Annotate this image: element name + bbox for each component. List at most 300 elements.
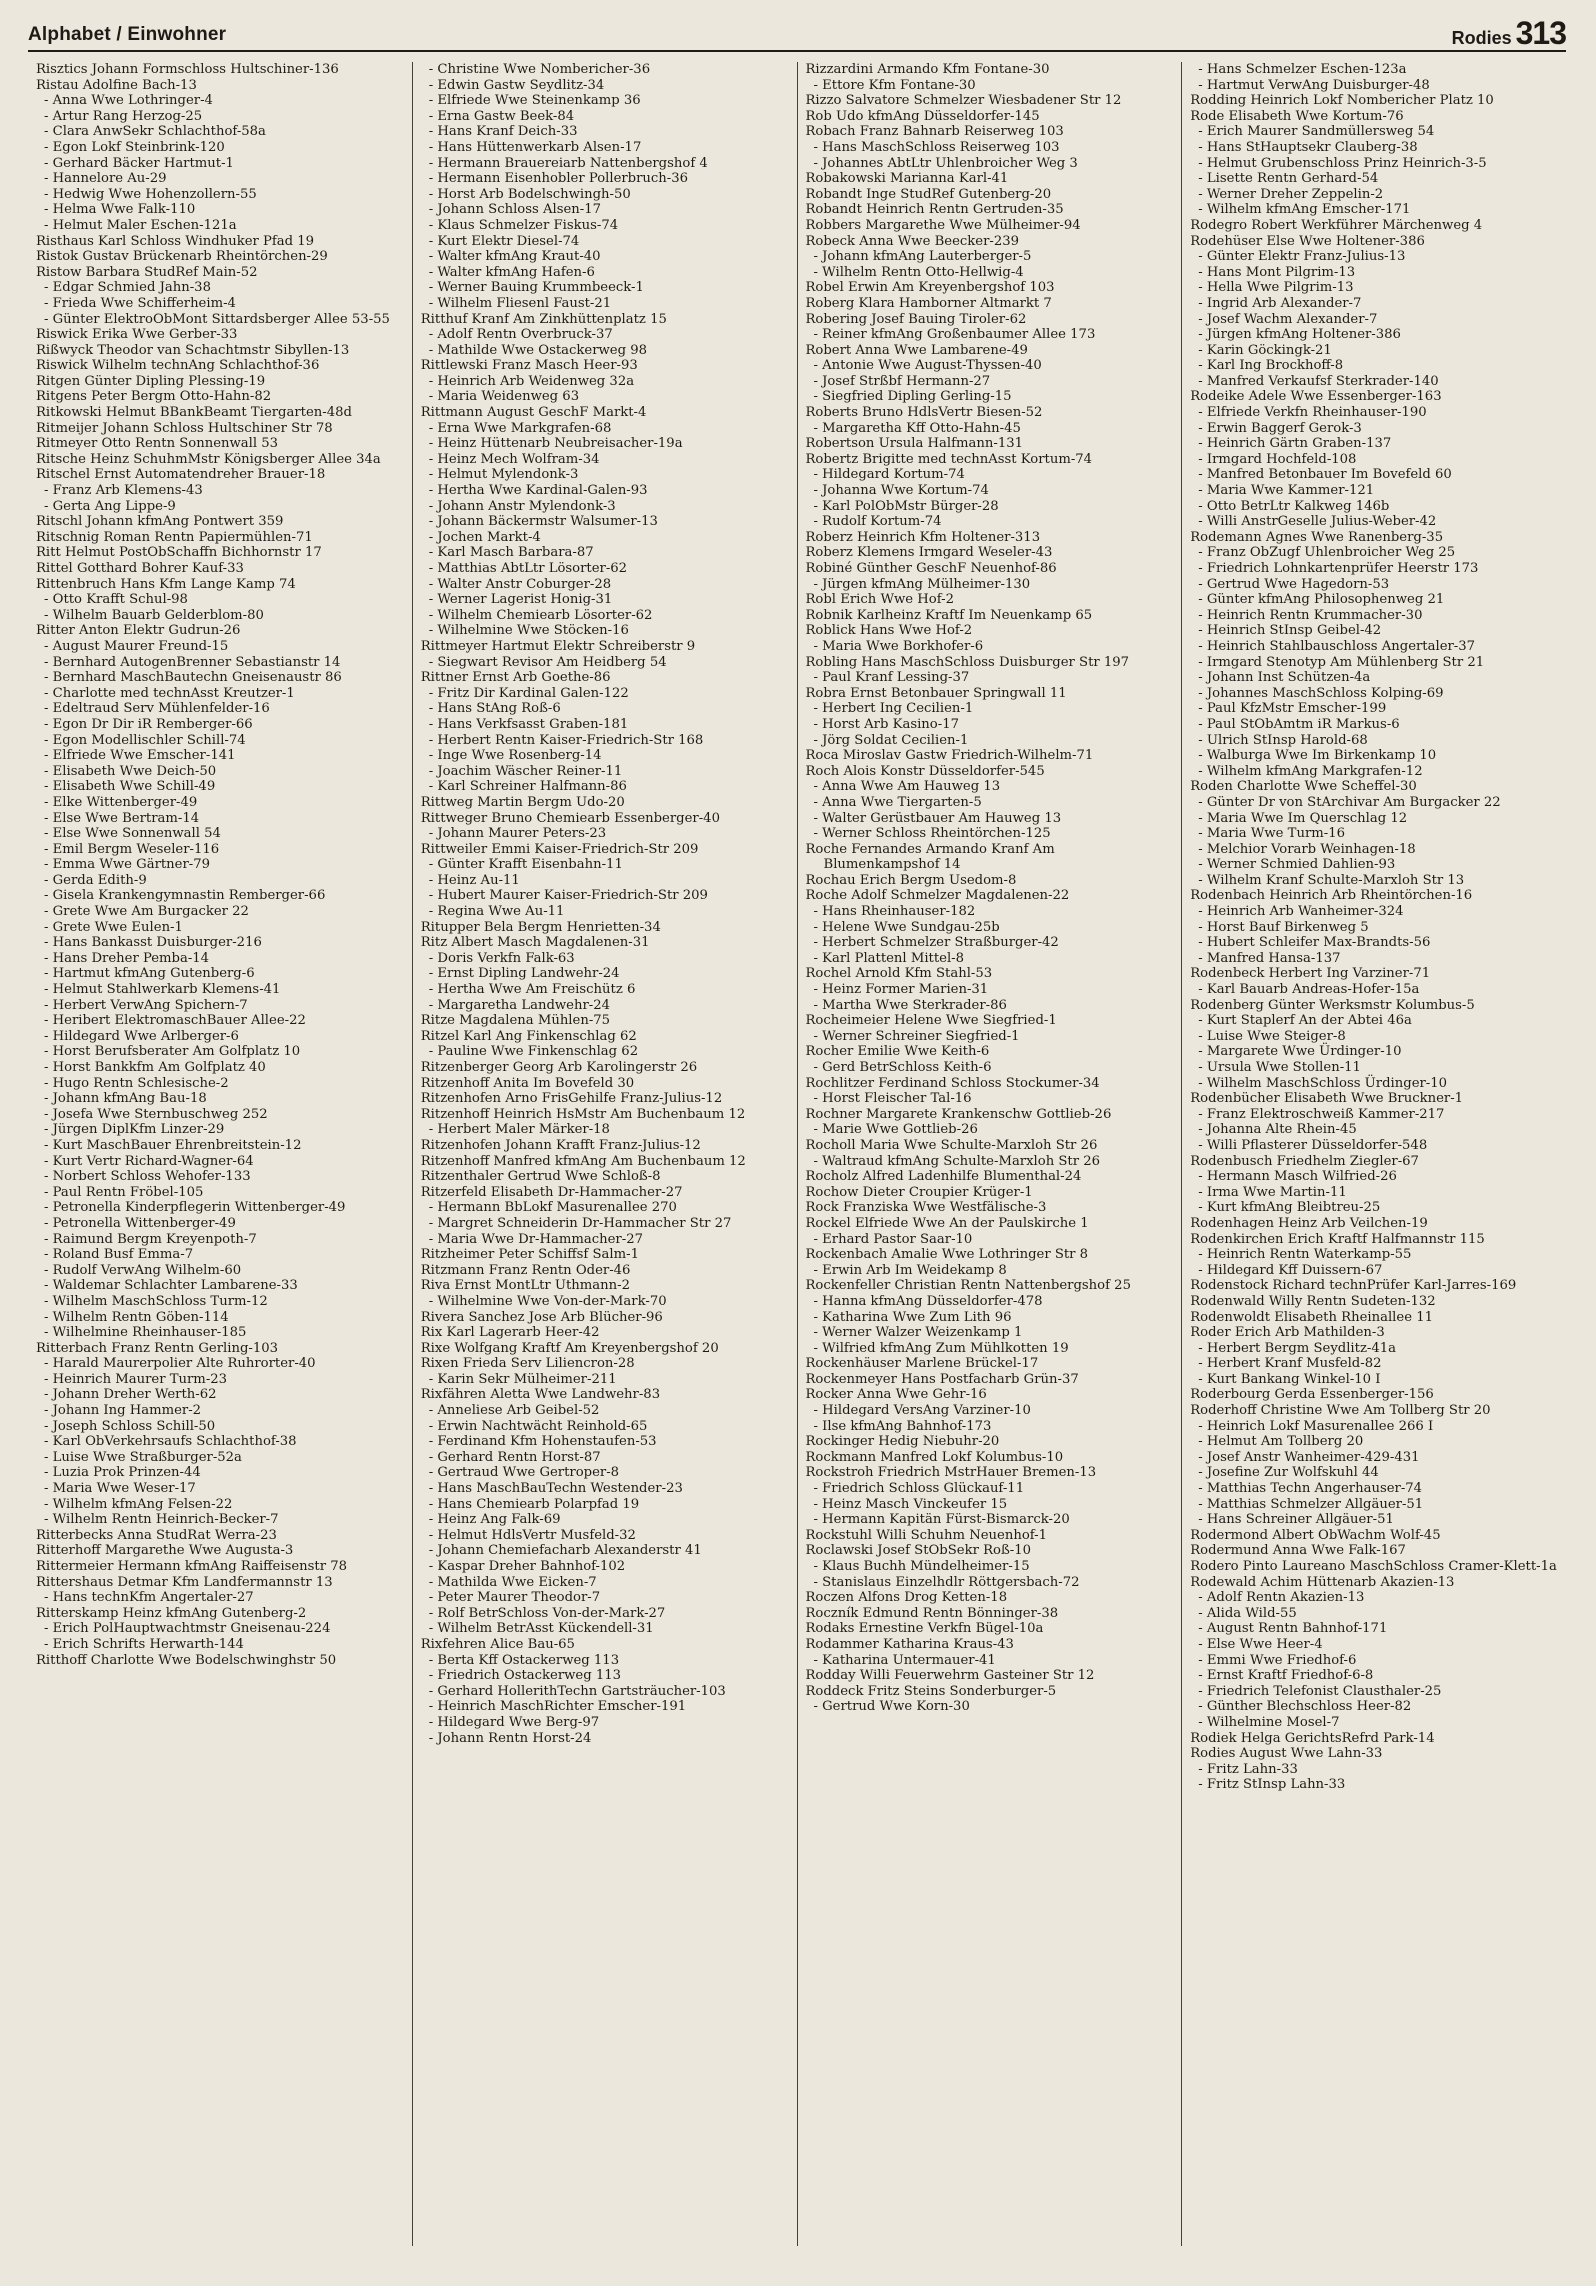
directory-entry: - Herbert VerwAng Spichern-7 <box>44 997 248 1013</box>
directory-entry: - Clara AnwSekr Schlachthof-58a <box>44 124 266 140</box>
directory-entry: - Hugo Rentn Schlesische-2 <box>44 1075 229 1091</box>
directory-entry: - Gerd BetrSchloss Keith-6 <box>813 1060 992 1075</box>
directory-entry: - Josef Wachm Alexander-7 <box>1198 311 1378 327</box>
directory-entry: - Hans Hüttenwerkarb Alsen-17 <box>428 139 642 155</box>
directory-entry: Ritzel Karl Ang Finkenschlag 62 <box>420 1028 637 1044</box>
directory-entry: - Hella Wwe Pilgrim-13 <box>1198 280 1354 296</box>
directory-entry: Ritzenberger Georg Arb Karolingerstr 26 <box>420 1060 698 1075</box>
directory-columns <box>28 62 1566 2246</box>
directory-entry: - Walter kfmAng Kraut-40 <box>428 249 601 265</box>
directory-entry: Rixfehren Alice Bau-65 <box>420 1636 575 1652</box>
directory-entry: - Erich PolHauptwachtmstr Gneisenau-224 <box>44 1621 331 1637</box>
directory-entry: - Gerhard Bäcker Hartmut-1 <box>44 155 234 171</box>
directory-entry: Rixen Frieda Serv Liliencron-28 <box>420 1356 635 1372</box>
directory-entry: - Else Wwe Sonnenwall 54 <box>44 826 221 842</box>
directory-entry: Robandt Inge StudRef Gutenberg-20 <box>805 186 1052 202</box>
directory-entry: Rittershaus Detmar Kfm Landfermannstr 13 <box>36 1574 333 1590</box>
directory-entry: - Berta Kff Ostackerweg 113 <box>428 1652 620 1668</box>
directory-entry: - Wilhelm kfmAng Felsen-22 <box>44 1496 233 1512</box>
directory-entry: Robertson Ursula Halfmann-131 <box>805 436 1024 452</box>
directory-entry: - Erwin Nachtwächt Reinhold-65 <box>428 1418 648 1434</box>
directory-entry: Ritzenhoff Anita Im Bovefeld 30 <box>420 1075 635 1091</box>
directory-entry: - Hans Schmelzer Eschen-123a <box>1198 62 1407 77</box>
directory-entry: Risztics Johann Formschloss Hultschiner-136 <box>36 62 339 77</box>
directory-entry: - Anna Wwe Tiergarten-5 <box>813 794 982 810</box>
directory-entry: - Hans Schreiner Allgäuer-51 <box>1198 1512 1394 1528</box>
directory-entry: - Matthias Techn Angerhauser-74 <box>1198 1481 1423 1497</box>
directory-entry: - Petronella Kinderpflegerin Wittenberger-49 <box>44 1200 346 1216</box>
directory-entry: - Josefa Wwe Sternbuschweg 252 <box>44 1106 268 1122</box>
directory-entry: - Herbert Maler Märker-18 <box>428 1122 610 1138</box>
directory-entry: - Hans Dreher Pemba-14 <box>44 950 210 966</box>
directory-entry: Riswick Wilhelm technAng Schlachthof-36 <box>36 358 320 374</box>
directory-entry: - Reiner kfmAng Großenbaumer Allee 173 <box>813 327 1096 343</box>
directory-entry: - Manfred Betonbauer Im Bovefeld 60 <box>1198 467 1452 483</box>
directory-entry: - Kurt MaschBauer Ehrenbreitstein-12 <box>44 1137 302 1153</box>
directory-entry: - Johann Ing Hammer-2 <box>44 1403 202 1419</box>
directory-entry: - Hermann Kapitän Fürst-Bismarck-20 <box>813 1512 1070 1528</box>
directory-entry: - Margaretha Landwehr-24 <box>428 997 611 1013</box>
directory-entry: - Heinrich MaschRichter Emscher-191 <box>428 1699 687 1715</box>
directory-entry: - Erna Wwe Markgrafen-68 <box>428 420 612 436</box>
directory-entry: - Hildegard Wwe Berg-97 <box>428 1714 600 1730</box>
directory-entry: - Hartmut VerwAng Duisburger-48 <box>1198 77 1430 93</box>
directory-entry: - Erwin Arb Im Weidekamp 8 <box>813 1262 1007 1278</box>
directory-entry: Ritmeyer Otto Rentn Sonnenwall 53 <box>36 436 279 452</box>
directory-entry: - Willi Pflasterer Düsseldorfer-548 <box>1198 1137 1428 1153</box>
directory-entry: - Karin Sekr Mülheimer-211 <box>428 1371 617 1387</box>
directory-entry: - Friedrich Schloss Glückauf-11 <box>813 1481 1025 1497</box>
directory-entry: - Antonie Wwe August-Thyssen-40 <box>813 358 1042 374</box>
directory-entry: - August Rentn Bahnhof-171 <box>1198 1621 1388 1637</box>
directory-entry: - Paul StObAmtm iR Markus-6 <box>1198 716 1400 732</box>
directory-entry: - Hildegard Kff Duissern-67 <box>1198 1262 1383 1278</box>
directory-entry: - Bernhard AutogenBrenner Sebastianstr 14 <box>44 654 341 670</box>
directory-entry: - Hans Kranf Deich-33 <box>428 124 578 140</box>
directory-entry: - Bernhard MaschBautechn Gneisenaustr 86 <box>44 670 342 686</box>
directory-entry: - Günter Elektr Franz-Julius-13 <box>1198 249 1406 265</box>
directory-entry: Rivera Sanchez Jose Arb Blücher-96 <box>420 1309 663 1325</box>
directory-entry: - Heinrich Rentn Krummacher-30 <box>1198 607 1423 623</box>
directory-entry: - Horst Fleischer Tal-16 <box>813 1091 972 1107</box>
directory-entry: - Hans Chemiearb Polarpfad 19 <box>428 1496 640 1512</box>
directory-entry: Rißwyck Theodor van Schachtmstr Sibyllen-13 <box>36 342 350 358</box>
directory-entry: Robach Franz Bahnarb Reiserweg 103 <box>805 124 1064 140</box>
directory-entry: - Jörg Soldat Cecilien-1 <box>813 732 969 748</box>
directory-entry: - Rudolf Kortum-74 <box>813 514 942 530</box>
directory-entry: - Kurt Bankang Winkel-10 I <box>1198 1371 1381 1387</box>
directory-entry: - Erich Schrifts Herwarth-144 <box>44 1636 244 1652</box>
directory-entry: Rittner Ernst Arb Goethe-86 <box>420 670 611 686</box>
directory-entry: - Karl Bauarb Andreas-Hofer-15a <box>1198 982 1420 998</box>
directory-entry: - Irmgard Hochfeld-108 <box>1198 451 1357 467</box>
directory-entry: - Friedrich Ostackerweg 113 <box>428 1668 622 1684</box>
directory-entry: Rodenwoldt Elisabeth Rheinallee 11 <box>1190 1309 1433 1325</box>
directory-entry: - Maria Wwe Turm-16 <box>1198 826 1346 842</box>
directory-entry: Rocker Anna Wwe Gehr-16 <box>805 1387 987 1403</box>
directory-entry: - Joachim Wäscher Reiner-11 <box>428 763 623 779</box>
directory-entry: - Erwin Baggerf Gerok-3 <box>1198 420 1362 436</box>
directory-entry: - Fritz StInsp Lahn-33 <box>1198 1777 1346 1793</box>
directory-entry: Rochel Arnold Kfm Stahl-53 <box>805 966 993 982</box>
directory-entry: - Maria Wwe Weser-17 <box>44 1481 196 1497</box>
directory-entry: Roderbourg Gerda Essenberger-156 <box>1190 1387 1434 1403</box>
directory-entry: - Werner Walzer Weizenkamp 1 <box>813 1325 1023 1341</box>
directory-entry: - Walburga Wwe Im Birkenkamp 10 <box>1198 748 1437 764</box>
directory-entry: - Kurt kfmAng Bleibtreu-25 <box>1198 1200 1381 1216</box>
directory-entry: Roczník Edmund Rentn Bönninger-38 <box>805 1605 1059 1621</box>
directory-entry: Rittweger Bruno Chemiearb Essenberger-40 <box>420 810 720 826</box>
directory-entry: - Elfriede Wwe Steinenkamp 36 <box>428 93 641 109</box>
directory-entry: - Egon Lokf Steinbrink-120 <box>44 139 225 155</box>
directory-entry: - Johann Maurer Peters-23 <box>428 826 607 842</box>
directory-entry: - Werner Dreher Zeppelin-2 <box>1198 186 1384 202</box>
directory-entry: - Johann kfmAng Bau-18 <box>44 1091 207 1107</box>
directory-entry: - Manfred Verkaufsf Sterkrader-140 <box>1198 373 1439 389</box>
directory-entry: Ritschnig Roman Rentn Papiermühlen-71 <box>36 529 313 545</box>
directory-entry: - Herbert Kranf Musfeld-82 <box>1198 1356 1382 1372</box>
directory-entry: Rix Karl Lagerarb Heer-42 <box>420 1325 600 1341</box>
directory-entry: - Josef Anstr Wanheimer-429-431 <box>1198 1449 1420 1465</box>
directory-entry: Rock Franziska Wwe Westfälische-3 <box>805 1200 1047 1216</box>
directory-entry: - Heinrich Stahlbauschloss Angertaler-37 <box>1198 638 1476 654</box>
directory-entry: Roderhoff Christine Wwe Am Tollberg Str 20 <box>1190 1403 1491 1419</box>
directory-entry: - Paul Rentn Fröbel-105 <box>44 1184 204 1200</box>
directory-entry: - Lisette Rentn Gerhard-54 <box>1198 171 1379 187</box>
directory-entry: - Günter Dr von StArchivar Am Burgacker 22 <box>1198 794 1501 810</box>
directory-entry: - Gertrud Wwe Hagedorn-53 <box>1198 576 1390 592</box>
directory-entry: - Doris Verkfn Falk-63 <box>428 950 575 966</box>
directory-column-4 <box>1181 62 1566 2246</box>
directory-entry: Rockenmeyer Hans Postfacharb Grün-37 <box>805 1371 1079 1387</box>
directory-entry: Robel Erwin Am Kreyenbergshof 103 <box>805 280 1055 296</box>
directory-entry: - Frieda Wwe Schifferheim-4 <box>44 295 236 311</box>
directory-entry: Robbers Margarethe Wwe Mülheimer-94 <box>805 217 1081 233</box>
directory-entry: - Charlotte med technAsst Kreutzer-1 <box>44 685 295 701</box>
directory-entry: - Irmgard Stenotyp Am Mühlenberg Str 21 <box>1198 654 1485 670</box>
directory-entry: - Johann Rentn Horst-24 <box>428 1730 592 1746</box>
directory-entry: Ritthuf Kranf Am Zinkhüttenplatz 15 <box>420 311 667 327</box>
directory-entry: - Herbert Rentn Kaiser-Friedrich-Str 168 <box>428 732 704 748</box>
directory-entry: - Helmut HdlsVertr Musfeld-32 <box>428 1527 636 1543</box>
directory-entry: - Hildegard Kortum-74 <box>813 467 965 483</box>
directory-entry: Rittlewski Franz Masch Heer-93 <box>420 358 638 374</box>
directory-entry: - Helmut Maler Eschen-121a <box>44 217 237 233</box>
directory-entry: - Alida Wild-55 <box>1198 1605 1297 1621</box>
directory-entry: - Wilhelmine Mosel-7 <box>1198 1714 1340 1730</box>
directory-entry: Ritt Helmut PostObSchaffn Bichhornstr 17 <box>36 545 322 561</box>
directory-entry: - Hans MaschSchloss Reiserweg 103 <box>813 139 1060 155</box>
directory-entry: Rittermeier Hermann kfmAng Raiffeisenstr 78 <box>36 1559 347 1574</box>
directory-entry: Ristok Gustav Brückenarb Rheintörchen-29 <box>36 249 328 265</box>
directory-entry: - Gisela Krankengymnastin Remberger-66 <box>44 888 326 904</box>
directory-entry: - Luise Wwe Straßburger-52a <box>44 1449 242 1465</box>
directory-entry: Rockenfeller Christian Rentn Nattenbergshof 25 <box>805 1278 1131 1294</box>
directory-entry: Roberz Klemens Irmgard Weseler-43 <box>805 545 1053 561</box>
page-number: 313 <box>1515 15 1566 51</box>
directory-entry: - Kaspar Dreher Bahnhof-102 <box>428 1559 626 1574</box>
directory-entry: - Fritz Dir Kardinal Galen-122 <box>428 685 629 701</box>
directory-entry: - Heinrich Arb Weidenweg 32a <box>428 373 635 389</box>
directory-entry: - Heinz Hüttenarb Neubreisacher-19a <box>428 436 683 452</box>
directory-entry: Ritschl Johann kfmAng Pontwert 359 <box>36 514 284 530</box>
directory-entry: Rockel Elfriede Wwe An der Paulskirche 1 <box>805 1215 1089 1231</box>
directory-entry: - Manfred Hansa-137 <box>1198 950 1341 966</box>
directory-entry: - Wilhelm kfmAng Emscher-171 <box>1198 202 1411 218</box>
directory-entry: - Hildegard VersAng Varziner-10 <box>813 1403 1031 1419</box>
directory-entry: - Werner Lagerist Honig-31 <box>428 592 613 608</box>
directory-entry: - Melchior Vorarb Weinhagen-18 <box>1198 841 1416 857</box>
directory-entry: - Roland Busf Emma-7 <box>44 1247 194 1263</box>
section-title: Alphabet / Einwohner <box>28 24 227 45</box>
directory-entry: - Helene Wwe Sundgau-25b <box>813 919 1000 935</box>
directory-entry: Rodero Pinto Laureano MaschSchloss Cramer-Klett-1a <box>1190 1559 1557 1574</box>
directory-entry: - Wilhelm Rentn Otto-Hellwig-4 <box>813 264 1024 280</box>
directory-entry: - Heinrich Maurer Turm-23 <box>44 1371 228 1387</box>
directory-entry: Roden Charlotte Wwe Scheffel-30 <box>1190 779 1417 795</box>
directory-entry: - Katharina Wwe Zum Lith 96 <box>813 1309 1012 1325</box>
directory-entry: Ritschel Ernst Automatendreher Brauer-18 <box>36 467 326 483</box>
directory-entry: Robra Ernst Betonbauer Springwall 11 <box>805 685 1067 701</box>
directory-entry: Rodenbach Heinrich Arb Rheintörchen-16 <box>1190 888 1473 904</box>
directory-entry: - Kurt Staplerf An der Abtei 46a <box>1198 1013 1412 1029</box>
directory-entry: - Matthias Schmelzer Allgäuer-51 <box>1198 1496 1424 1512</box>
directory-entry: - Erhard Pastor Saar-10 <box>813 1231 973 1247</box>
directory-entry: - Horst Berufsberater Am Golfplatz 10 <box>44 1044 301 1060</box>
directory-entry: - Hartmut kfmAng Gutenberg-6 <box>44 966 255 982</box>
directory-entry: Ritterbach Franz Rentn Gerling-103 <box>36 1340 279 1356</box>
directory-entry: Rixfähren Aletta Wwe Landwehr-83 <box>420 1387 661 1403</box>
directory-entry: Rochner Margarete Krankenschw Gottlieb-26 <box>805 1106 1112 1122</box>
directory-entry: - Elisabeth Wwe Schill-49 <box>44 779 216 795</box>
directory-entry: - Inge Wwe Rosenberg-14 <box>428 748 602 764</box>
directory-column-2 <box>412 62 797 2246</box>
directory-entry: - Helma Wwe Falk-110 <box>44 202 196 218</box>
directory-entry: - Jürgen kfmAng Holtener-386 <box>1198 327 1401 343</box>
directory-entry: Roberts Bruno HdlsVertr Biesen-52 <box>805 405 1043 421</box>
directory-entry: - Rolf BetrSchloss Von-der-Mark-27 <box>428 1605 666 1621</box>
directory-entry: - Katharina Untermauer-41 <box>813 1652 996 1668</box>
directory-entry: - Johann Chemiefacharb Alexanderstr 41 <box>428 1543 702 1559</box>
directory-entry: - Heinrich Rentn Waterkamp-55 <box>1198 1247 1412 1263</box>
directory-entry: - Ferdinand Kfm Hohenstaufen-53 <box>428 1434 657 1450</box>
directory-entry: - Maria Wwe Borkhofer-6 <box>813 638 984 654</box>
directory-entry: Ritkowski Helmut BBankBeamt Tiergarten-48d <box>36 405 352 421</box>
page-header <box>28 16 1566 52</box>
directory-entry: Rixe Wolfgang Kraftf Am Kreyenbergshof 20 <box>420 1340 719 1356</box>
directory-entry: Rizzo Salvatore Schmelzer Wiesbadener Str 12 <box>805 93 1122 109</box>
directory-entry: - Egon Modellischler Schill-74 <box>44 732 246 748</box>
directory-entry: - Margarete Wwe Ürdinger-10 <box>1198 1044 1402 1060</box>
directory-entry: Rockenbach Amalie Wwe Lothringer Str 8 <box>805 1247 1089 1263</box>
directory-entry: - Artur Rang Herzog-25 <box>44 108 203 124</box>
directory-entry: Ritthoff Charlotte Wwe Bodelschwinghstr 50 <box>36 1652 337 1668</box>
directory-entry: - Heinz Ang Falk-69 <box>428 1512 561 1528</box>
directory-entry: - Josef Strßbf Hermann-27 <box>813 373 991 389</box>
directory-entry: - Maria Wwe Im Querschlag 12 <box>1198 810 1408 826</box>
directory-entry: - Siegwart Revisor Am Heidberg 54 <box>428 654 667 670</box>
directory-entry: - Friedrich Lohnkartenprüfer Heerstr 173 <box>1198 561 1479 576</box>
directory-entry: Rochau Erich Bergm Usedom-8 <box>805 872 1017 888</box>
directory-entry: Rodenberg Günter Werksmstr Kolumbus-5 <box>1190 997 1475 1013</box>
directory-entry: Roder Erich Arb Mathilden-3 <box>1190 1325 1385 1341</box>
directory-entry: Ritzenhoff Manfred kfmAng Am Buchenbaum 12 <box>420 1153 746 1169</box>
directory-entry: Risthaus Karl Schloss Windhuker Pfad 19 <box>36 233 315 249</box>
directory-entry: - Ernst Dipling Landwehr-24 <box>428 966 620 982</box>
directory-entry: Robert Anna Wwe Lambarene-49 <box>805 342 1028 358</box>
directory-entry: - Elfriede Verkfn Rheinhauser-190 <box>1198 405 1427 421</box>
directory-entry: Ritupper Bela Bergm Henrietten-34 <box>420 919 661 935</box>
directory-entry: Rodegro Robert Werkführer Märchenweg 4 <box>1190 217 1483 233</box>
directory-entry: - Hedwig Wwe Hohenzollern-55 <box>44 186 257 202</box>
directory-entry: - Mathilde Wwe Ostackerweg 98 <box>428 342 648 358</box>
directory-entry: - Johanna Wwe Kortum-74 <box>813 483 989 499</box>
directory-entry: - Anneliese Arb Geibel-52 <box>428 1403 600 1419</box>
directory-entry: Roblick Hans Wwe Hof-2 <box>805 623 973 639</box>
directory-entry: - Marie Wwe Gottlieb-26 <box>813 1122 978 1138</box>
directory-entry: Roberz Heinrich Kfm Holtener-313 <box>805 529 1041 545</box>
directory-entry: - Hertha Wwe Kardinal-Galen-93 <box>428 483 648 499</box>
directory-entry: - Martha Wwe Sterkrader-86 <box>813 997 1007 1013</box>
directory-entry: Rodday Willi Feuerwehrm Gasteiner Str 12 <box>805 1668 1095 1684</box>
directory-column-1 <box>28 62 412 2246</box>
directory-entry: Rocheimeier Helene Wwe Siegfried-1 <box>805 1013 1057 1029</box>
directory-entry: - Hubert Maurer Kaiser-Friedrich-Str 209 <box>428 888 708 904</box>
directory-entry: - Waltraud kfmAng Schulte-Marxloh Str 26 <box>813 1153 1100 1169</box>
directory-entry: Rockmann Manfred Lokf Kolumbus-10 <box>805 1449 1064 1465</box>
directory-entry: - Hermann Masch Wilfried-26 <box>1198 1169 1397 1185</box>
directory-entry: - Gerhard Rentn Horst-87 <box>428 1449 601 1465</box>
directory-entry: Robandt Heinrich Rentn Gertruden-35 <box>805 202 1064 218</box>
directory-entry: - Emma Wwe Gärtner-79 <box>44 857 211 873</box>
directory-entry: - Waldemar Schlachter Lambarene-33 <box>44 1278 298 1294</box>
directory-entry: - Ernst Kraftf Friedhof-6-8 <box>1198 1668 1374 1684</box>
directory-entry: - Egon Dr Dir iR Remberger-66 <box>44 716 253 732</box>
directory-entry: - August Maurer Freund-15 <box>44 638 229 654</box>
directory-entry: Rittmeyer Hartmut Elektr Schreiberstr 9 <box>420 638 696 654</box>
directory-entry: - Walter Gerüstbauer Am Hauweg 13 <box>813 810 1062 826</box>
directory-entry: - Wilhelm Chemiearb Lösorter-62 <box>428 607 653 623</box>
directory-entry: - Joseph Schloss Schill-50 <box>44 1418 216 1434</box>
directory-entry: - Helmut Grubenschloss Prinz Heinrich-3-5 <box>1198 155 1487 171</box>
directory-entry: Rodenbeck Herbert Ing Varziner-71 <box>1190 966 1431 982</box>
directory-entry: - Hermann BbLokf Masurenallee 270 <box>428 1200 677 1216</box>
directory-entry: - Horst Arb Kasino-17 <box>813 716 959 732</box>
directory-entry: - Hans MaschBauTechn Westender-23 <box>428 1481 683 1497</box>
directory-entry: - Wilhelm BetrAsst Kückendell-31 <box>428 1621 654 1637</box>
directory-entry: - Heinrich Arb Wanheimer-324 <box>1198 904 1404 920</box>
directory-entry: - Hans StHauptsekr Clauberg-38 <box>1198 139 1418 155</box>
directory-entry: - Heribert ElektromaschBauer Allee-22 <box>44 1013 306 1029</box>
directory-entry: Ritzenhofen Johann Krafft Franz-Julius-12 <box>420 1137 701 1153</box>
directory-entry: - Peter Maurer Theodor-7 <box>428 1590 601 1606</box>
directory-entry: Rodewald Achim Hüttenarb Akazien-13 <box>1190 1574 1455 1590</box>
directory-entry: Rockenhäuser Marlene Brückel-17 <box>805 1356 1039 1372</box>
directory-entry: - Otto Krafft Schul-98 <box>44 592 188 608</box>
directory-entry: - Horst Bauf Birkenweg 5 <box>1198 919 1369 935</box>
directory-entry: - Ingrid Arb Alexander-7 <box>1198 295 1362 311</box>
directory-entry: - Werner Schmied Dahlien-93 <box>1198 857 1396 873</box>
directory-entry: - Heinrich StInsp Geibel-42 <box>1198 623 1382 639</box>
directory-entry: Ritzheimer Peter Schiffsf Salm-1 <box>420 1247 639 1263</box>
directory-entry: Roca Miroslav Gastw Friedrich-Wilhelm-71 <box>805 748 1094 764</box>
directory-entry: - Hans Verkfsasst Graben-181 <box>428 716 629 732</box>
directory-entry: - Helmut Am Tollberg 20 <box>1198 1434 1364 1450</box>
directory-entry: Rittel Gotthard Bohrer Kauf-33 <box>36 561 244 576</box>
directory-entry: - Ettore Kfm Fontane-30 <box>813 77 976 93</box>
directory-entry: Ritmeijer Johann Schloss Hultschiner Str 78 <box>36 420 333 436</box>
directory-entry: - Norbert Schloss Wehofer-133 <box>44 1169 251 1185</box>
directory-entry: - Johann Anstr Mylendonk-3 <box>428 498 616 514</box>
directory-entry: - Klaus Schmelzer Fiskus-74 <box>428 217 619 233</box>
directory-entry: - Johannes AbtLtr Uhlenbroicher Weg 3 <box>813 155 1078 171</box>
directory-entry: Roche Fernandes Armando Kranf Am Blumenkampshof 14 <box>805 841 1055 873</box>
directory-entry: - Günther Blechschloss Heer-82 <box>1198 1699 1412 1715</box>
directory-entry: - Hans Rheinhauser-182 <box>813 904 976 920</box>
directory-entry: - Kurt Elektr Diesel-74 <box>428 233 580 249</box>
directory-entry: Rockstroh Friedrich MstrHauer Bremen-13 <box>805 1465 1097 1481</box>
directory-entry: Rob Udo kfmAng Düsseldorfer-145 <box>805 108 1040 124</box>
directory-entry: - Pauline Wwe Finkenschlag 62 <box>428 1044 639 1060</box>
directory-entry: - Karl Plattenl Mittel-8 <box>813 950 965 966</box>
directory-entry: - Hans StAng Roß-6 <box>428 701 561 717</box>
directory-entry: - Franz Arb Klemens-43 <box>44 483 203 499</box>
directory-entry: Ristow Barbara StudRef Main-52 <box>36 264 258 280</box>
directory-entry: - Else Wwe Bertram-14 <box>44 810 200 826</box>
directory-entry: Ritzenthaler Gertrud Wwe Schloß-8 <box>420 1169 661 1185</box>
directory-entry: Riva Ernst MontLtr Uthmann-2 <box>420 1278 630 1294</box>
directory-entry: - Karl PolObMstr Bürger-28 <box>813 498 999 514</box>
directory-entry: - Stanislaus Einzelhdlr Röttgersbach-72 <box>813 1574 1080 1590</box>
directory-entry: Roclawski Josef StObSekr Roß-10 <box>805 1543 1031 1559</box>
directory-entry: - Gertraud Wwe Gertroper-8 <box>428 1465 620 1481</box>
directory-entry: - Else Wwe Heer-4 <box>1198 1636 1323 1652</box>
directory-entry: Robl Erich Wwe Hof-2 <box>805 592 954 608</box>
directory-entry: Rochlitzer Ferdinand Schloss Stockumer-34 <box>805 1075 1100 1091</box>
directory-entry: - Elke Wittenberger-49 <box>44 794 198 810</box>
directory-entry: - Anna Wwe Am Hauweg 13 <box>813 779 1001 795</box>
directory-entry: - Wilhelmine Wwe Stöcken-16 <box>428 623 629 639</box>
directory-entry: - Wilhelm Fliesenl Faust-21 <box>428 295 612 311</box>
directory-entry: Ritterbecks Anna StudRat Werra-23 <box>36 1527 277 1543</box>
directory-entry: - Edgar Schmied Jahn-38 <box>44 280 211 296</box>
directory-entry: - Maria Wwe Dr-Hammacher-27 <box>428 1231 643 1247</box>
directory-entry: - Walter Anstr Coburger-28 <box>428 576 612 592</box>
directory-entry: - Edeltraud Serv Mühlenfelder-16 <box>44 701 270 717</box>
directory-entry: - Elisabeth Wwe Deich-50 <box>44 763 217 779</box>
directory-entry: - Franz ObZugf Uhlenbroicher Weg 25 <box>1198 545 1456 561</box>
directory-entry: Robakowski Marianna Karl-41 <box>805 171 1009 187</box>
directory-entry: - Wilhelmine Wwe Von-der-Mark-70 <box>428 1293 667 1309</box>
directory-entry: Rodermond Albert ObWachm Wolf-45 <box>1190 1527 1441 1543</box>
directory-entry: - Heinrich Lokf Masurenallee 266 I <box>1198 1418 1434 1434</box>
directory-entry: - Heinz Au-11 <box>428 872 520 888</box>
directory-entry: - Werner Bauing Krummbeeck-1 <box>428 280 644 296</box>
running-head-name: Rodies <box>1451 28 1512 48</box>
directory-entry: Rizzardini Armando Kfm Fontane-30 <box>805 62 1050 77</box>
directory-entry: - Gerhard HollerithTechn Gartsträucher-103 <box>428 1683 726 1699</box>
directory-entry: - Johann Schloss Alsen-17 <box>428 202 601 218</box>
directory-entry: Robnik Karlheinz Kraftf Im Neuenkamp 65 <box>805 607 1093 623</box>
directory-entry: - Margret Schneiderin Dr-Hammacher Str 27 <box>428 1215 732 1231</box>
directory-entry: Robling Hans MaschSchloss Duisburger Str 197 <box>805 654 1130 670</box>
directory-entry: Rodeike Adele Wwe Essenberger-163 <box>1190 389 1442 405</box>
directory-entry: Ritzenhoff Heinrich HsMstr Am Buchenbaum 12 <box>420 1106 746 1122</box>
directory-entry: - Horst Bankkfm Am Golfplatz 40 <box>44 1060 266 1075</box>
directory-entry: Rittweiler Emmi Kaiser-Friedrich-Str 209 <box>420 841 699 857</box>
directory-entry: - Maria Weidenweg 63 <box>428 389 580 405</box>
directory-entry: - Werner Schloss Rheintörchen-125 <box>813 826 1051 842</box>
